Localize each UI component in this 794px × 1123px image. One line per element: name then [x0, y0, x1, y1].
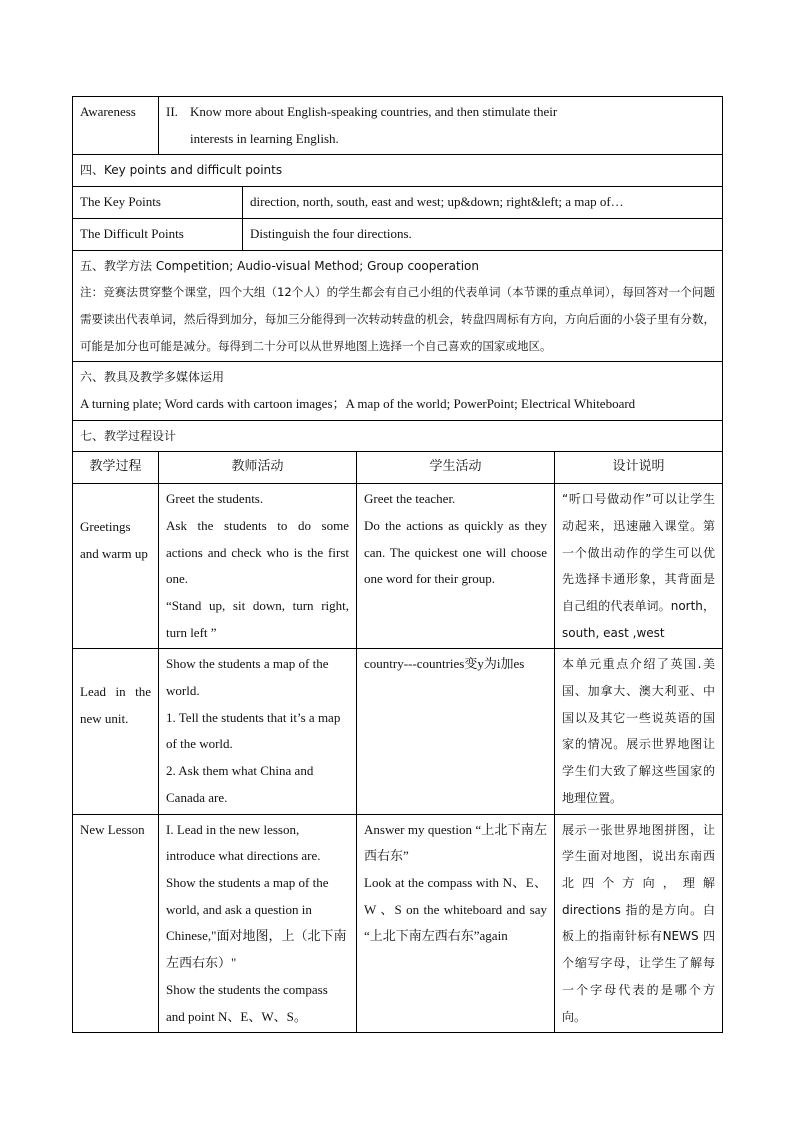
teacher-line: 2. Ask them what China and Canada are.	[166, 763, 314, 805]
table-row	[73, 814, 723, 1033]
key-points-heading: 四、Key points and difficult points	[73, 155, 723, 187]
teacher-line: Show the students a map of the world, and ask a question in Chinese,"面对地图，上（北下南左西右东）"	[166, 874, 347, 971]
key-points-value: direction, north, south, east and west; up&down; right&left; a map of…	[243, 187, 723, 219]
student-line: country---countries变y为i加es	[364, 656, 525, 672]
student-line: Greet the teacher.	[364, 491, 456, 507]
design-cell: 本单元重点介绍了英国.美国、加拿大、澳大利亚、中国以及其它一些说英语的国家的情况。展示世界地图让学生们大致了解这些国家的地理位置。	[555, 649, 723, 814]
stage-cell: New Lesson	[73, 814, 159, 1033]
teacher-cell	[159, 814, 357, 1033]
student-cell	[357, 814, 555, 1033]
table-row	[73, 649, 723, 814]
methods-cell	[73, 250, 723, 362]
methods-row	[73, 250, 723, 362]
design-cell: 展示一张世界地图拼图，让学生面对地图，说出东南西北四个方向，理解 directions 指的是方向。白板上的指南针标有NEWS 四个缩写字母，让学生了解每一个字母代表的是哪个方向。	[555, 814, 723, 1033]
student-cell	[357, 649, 555, 814]
student-line: Look at the compass with N、E、W 、S on the whiteboard and say “上北下南左西右东”again	[364, 874, 547, 944]
student-line: Answer my question “上北下南左西右东”	[364, 821, 547, 864]
teacher-line: Show the students a map of the world.	[166, 656, 329, 699]
stage-cell: Greetings and warm up	[73, 484, 159, 649]
lesson-plan-page	[72, 96, 722, 1033]
student-cell	[357, 484, 555, 649]
methods-heading: 五、教学方法 Competition; Audio-visual Method; Group cooperation	[80, 258, 480, 273]
column-header-student: 学生活动	[357, 452, 555, 484]
teacher-line: Show the students the compass and point N、E、W、S。	[166, 981, 328, 1024]
stage-cell: Lead in the new unit.	[73, 649, 159, 814]
difficult-points-value: Distinguish the four directions.	[243, 218, 723, 250]
teacher-cell	[159, 484, 357, 649]
key-points-row	[73, 187, 723, 219]
awareness-number: II.	[166, 104, 178, 119]
process-heading: 七、教学过程设计	[73, 420, 723, 452]
teacher-line: I. Lead in the new lesson, introduce what directions are.	[166, 821, 321, 864]
column-header-teacher: 教师活动	[159, 452, 357, 484]
teacher-line: Ask the students to do some actions and check who is the first one.	[166, 517, 349, 587]
teacher-line: 1. Tell the students that it’s a map of the world.	[166, 709, 341, 752]
teacher-line: “Stand up, sit down, turn right, turn left ”	[166, 597, 349, 640]
key-points-label: The Key Points	[73, 187, 243, 219]
media-heading: 六、教具及教学多媒体运用	[80, 370, 225, 385]
difficult-points-label: The Difficult Points	[73, 218, 243, 250]
key-points-heading-row	[73, 155, 723, 187]
column-header-stage: 教学过程	[73, 452, 159, 484]
awareness-line-2: interests in learning English.	[190, 130, 339, 146]
student-line: Do the actions as quickly as they can. The quickest one will choose one word for their group.	[364, 517, 547, 587]
awareness-label: Awareness	[73, 97, 159, 155]
process-heading-row	[73, 420, 723, 452]
difficult-points-row	[73, 218, 723, 250]
awareness-content	[159, 97, 723, 155]
methods-note: 注：竞赛法贯穿整个课堂，四个大组（12个人）的学生都会有自己小组的代表单词（本节课的重点单词），每回答对一个问题需要读出代表单词，然后得到加分，每加三分能得到一次转动转盘的机会，转盘四周标有方向，方向后面的小袋子里有分数，可能是加分也可能是减分。每得到二十分可以从世界地图上选择一个自己喜欢的国家或地区。	[80, 285, 715, 353]
process-header-row	[73, 452, 723, 484]
teacher-line: Greet the students.	[166, 491, 264, 507]
awareness-line-1: Know more about English-speaking countries, and then stimulate their	[190, 104, 558, 119]
column-header-design: 设计说明	[555, 452, 723, 484]
table-row	[73, 484, 723, 649]
media-cell	[73, 362, 723, 420]
awareness-row	[73, 97, 723, 155]
design-cell: “听口号做动作”可以让学生动起来，迅速融入课堂。第一个做出动作的学生可以优先选择卡通形象，其背面是自己组的代表单词。north，south, east ,west	[555, 484, 723, 649]
lesson-plan-table	[72, 96, 723, 1033]
media-row	[73, 362, 723, 420]
media-text: A turning plate; Word cards with cartoon images；A map of the world; PowerPoint; Electrical Whiteboard	[80, 396, 636, 412]
teacher-cell	[159, 649, 357, 814]
